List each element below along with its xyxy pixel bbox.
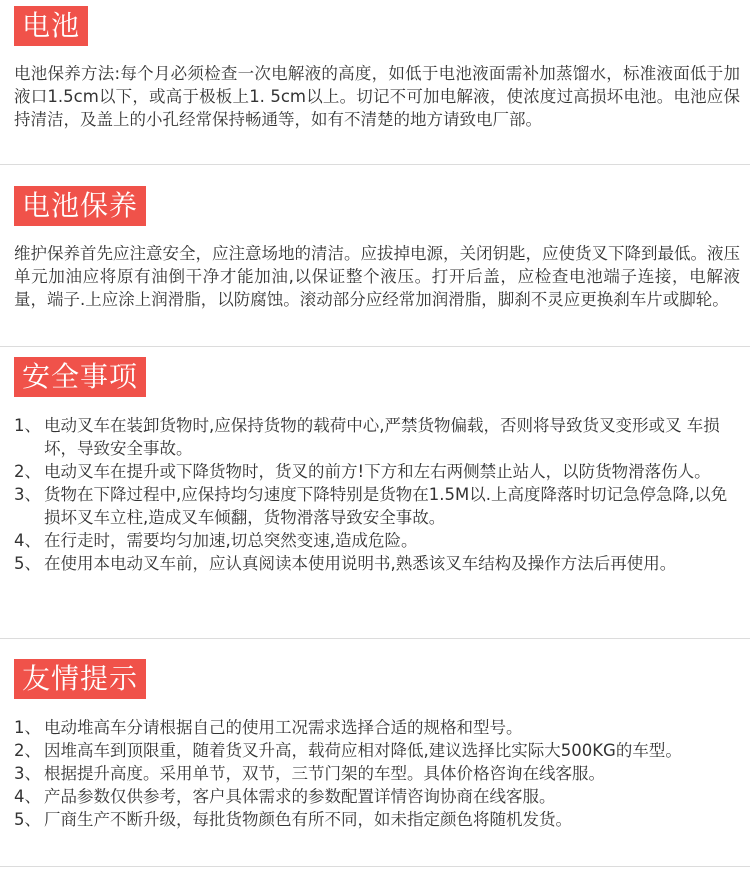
- list-item: [14, 739, 740, 762]
- list-item: [14, 808, 740, 831]
- list-item: [14, 529, 740, 552]
- item-text: 货物在下降过程中,应保持均匀速度下降特别是货物在1.5M以.上高度降落时切记急停急降,以免损坏叉车立柱,造成叉车倾翻，货物滑落导致安全事故。: [44, 485, 728, 527]
- item-number: 3、: [14, 485, 41, 504]
- safety-list: [14, 414, 740, 575]
- section-title-battery: 电池: [14, 6, 88, 46]
- tips-list: [14, 716, 740, 831]
- divider: [0, 346, 750, 347]
- divider: [0, 638, 750, 639]
- item-text: 厂商生产不断升级，每批货物颜色有所不同，如未指定颜色将随机发货。: [44, 810, 572, 829]
- item-number: 2、: [14, 462, 41, 481]
- list-item: [14, 460, 740, 483]
- divider: [0, 866, 750, 867]
- item-text: 电动叉车在提升或下降货物时，货叉的前方!下方和左右两侧禁止站人，以防货物滑落伤人。: [44, 462, 711, 481]
- section-title-maintenance: 电池保养: [14, 186, 146, 226]
- item-text: 在使用本电动叉车前，应认真阅读本使用说明书,熟悉该叉车结构及操作方法后再使用。: [44, 554, 677, 573]
- divider: [0, 164, 750, 165]
- item-number: 2、: [14, 741, 41, 760]
- item-text: 因堆高车到顶限重，随着货叉升高，载荷应相对降低,建议选择比实际大500KG的车型。: [44, 741, 682, 760]
- item-number: 4、: [14, 531, 41, 550]
- battery-description: 电池保养方法:每个月必须检查一次电解液的高度，如低于电池液面需补加蒸馏水，标准液面低于加液口1.5cm以下，或高于极板上1. 5cm以上。切记不可加电解液，使浓度过高损坏电池。电池应保持清洁，及盖上的小孔经常保持畅通等，如有不清楚的地方请致电厂部。: [14, 64, 740, 129]
- list-item: [14, 483, 740, 529]
- section-title-safety: 安全事项: [14, 357, 146, 397]
- item-number: 4、: [14, 787, 41, 806]
- item-text: 电动叉车在装卸货物时,应保持货物的载荷中心,严禁货物偏载，否则将导致货叉变形或叉 车损坏，导致安全事故。: [44, 416, 720, 458]
- list-item: [14, 716, 740, 739]
- item-number: 3、: [14, 764, 41, 783]
- maintenance-description: 维护保养首先应注意安全，应注意场地的清洁。应拔掉电源，关闭钥匙，应使货叉下降到最低。液压单元加油应将原有油倒干净才能加油,以保证整个液压。打开后盖，应检查电池端子连接，电解液量，端子.上应涂上润滑脂，以防腐蚀。滚动部分应经常加润滑脂，脚刹不灵应更换刹车片或脚轮。: [14, 244, 740, 309]
- item-text: 电动堆高车分请根据自己的使用工况需求选择合适的规格和型号。: [44, 718, 523, 737]
- item-number: 1、: [14, 718, 41, 737]
- item-number: 5、: [14, 554, 41, 573]
- list-item: [14, 414, 740, 460]
- item-number: 1、: [14, 416, 41, 435]
- item-text: 产品参数仅供参考，客户具体需求的参数配置详情咨询协商在线客服。: [44, 787, 556, 806]
- list-item: [14, 762, 740, 785]
- item-text: 根据提升高度。采用单节，双节，三节门架的车型。具体价格咨询在线客服。: [44, 764, 605, 783]
- list-item: [14, 552, 740, 575]
- section-title-tips: 友情提示: [14, 659, 146, 699]
- item-number: 5、: [14, 810, 41, 829]
- item-text: 在行走时，需要均匀加速,切总突然变速,造成危险。: [44, 531, 418, 550]
- list-item: [14, 785, 740, 808]
